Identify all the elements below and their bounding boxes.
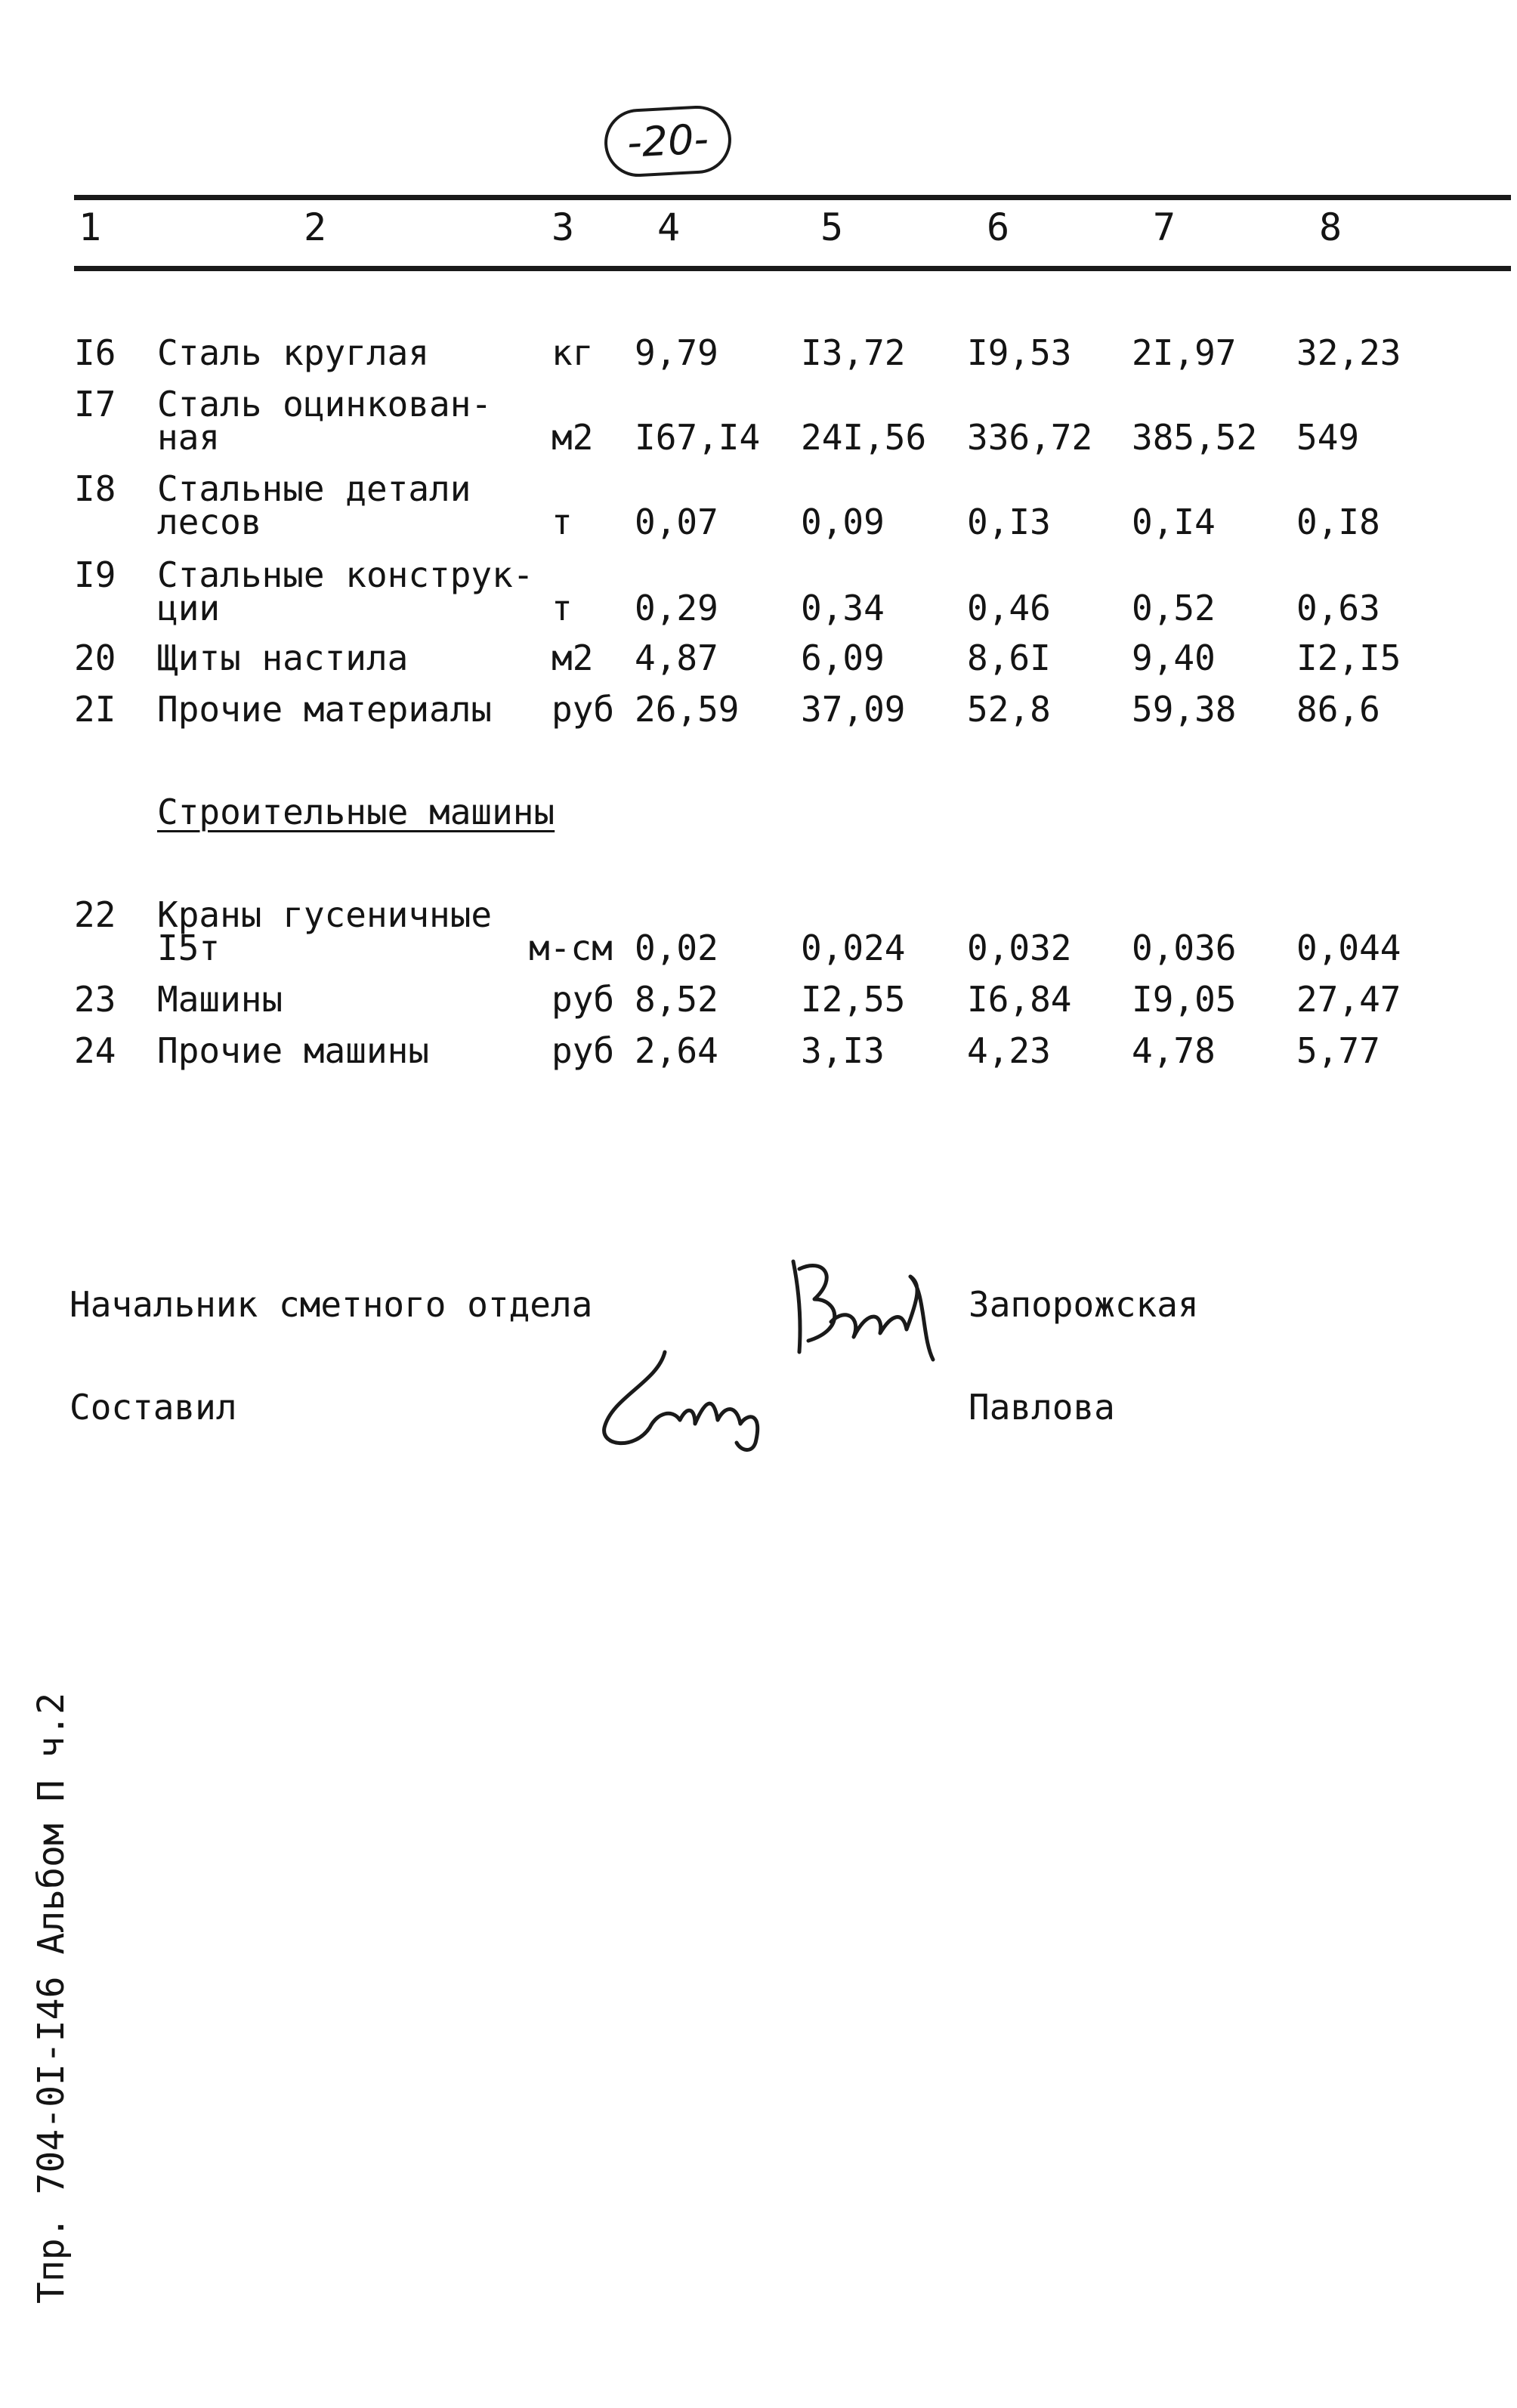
value-col4: 2,64 <box>635 1030 718 1071</box>
value-col4: 0,02 <box>635 928 718 968</box>
row-number: 20 <box>74 638 116 678</box>
value-col7: 0,I4 <box>1132 502 1216 542</box>
row-unit: т <box>551 502 573 542</box>
handwritten-signature-icon <box>582 1337 778 1458</box>
row-unit: руб <box>551 979 615 1020</box>
value-col4: 9,79 <box>635 332 718 373</box>
value-col8: 32,23 <box>1296 332 1401 373</box>
row-unit: т <box>551 588 573 628</box>
value-col4: 0,07 <box>635 502 718 542</box>
value-col8: 27,47 <box>1296 979 1401 1020</box>
row-number: I8 <box>74 468 116 509</box>
row-number: 2I <box>74 689 116 730</box>
signature-role: Составил <box>70 1387 237 1428</box>
value-col8: 86,6 <box>1296 689 1380 730</box>
column-header: 2 <box>304 205 327 249</box>
column-header: 7 <box>1153 205 1176 249</box>
value-col6: 0,I3 <box>967 502 1051 542</box>
row-unit: кг <box>551 332 594 373</box>
handwritten-signature-icon <box>778 1246 952 1367</box>
value-col7: 4,78 <box>1132 1030 1216 1071</box>
column-header: 3 <box>551 205 575 249</box>
value-col6: 0,032 <box>967 928 1072 968</box>
row-number: I9 <box>74 554 116 595</box>
column-header: 6 <box>987 205 1010 249</box>
row-unit: руб <box>551 689 615 730</box>
value-col5: 0,09 <box>801 502 885 542</box>
row-name: Прочие материалы <box>157 689 493 730</box>
value-col7: 0,036 <box>1132 928 1237 968</box>
value-col8: 0,63 <box>1296 588 1380 628</box>
value-col5: 37,09 <box>801 689 906 730</box>
row-name: Сталь оцинкован- <box>157 384 493 424</box>
signatory-name: Запорожская <box>969 1284 1199 1325</box>
value-col5: I2,55 <box>801 979 906 1020</box>
value-col5: 0,34 <box>801 588 885 628</box>
value-col4: 26,59 <box>635 689 740 730</box>
value-col4: I67,I4 <box>635 417 761 458</box>
value-col6: 52,8 <box>967 689 1051 730</box>
side-note: Тпр. 704-0I-I46 Альбом П ч.2 <box>30 1692 73 2304</box>
value-col6: 8,6I <box>967 638 1051 678</box>
signature-role: Начальник сметного отдела <box>70 1284 593 1325</box>
header-top-rule <box>74 195 1511 200</box>
row-name: Стальные конструк- <box>157 554 534 595</box>
value-col6: I6,84 <box>967 979 1072 1020</box>
row-name: Щиты настила <box>157 638 409 678</box>
row-name: Машины <box>157 979 283 1020</box>
value-col8: I2,I5 <box>1296 638 1401 678</box>
value-col4: 4,87 <box>635 638 718 678</box>
row-name: Краны гусеничные <box>157 894 493 935</box>
value-col7: I9,05 <box>1132 979 1237 1020</box>
value-col7: 0,52 <box>1132 588 1216 628</box>
row-name: Прочие машины <box>157 1030 430 1071</box>
header-bottom-rule <box>74 266 1511 271</box>
value-col7: 9,40 <box>1132 638 1216 678</box>
value-col4: 8,52 <box>635 979 718 1020</box>
value-col7: 385,52 <box>1132 417 1258 458</box>
column-header: 4 <box>657 205 681 249</box>
row-number: I6 <box>74 332 116 373</box>
row-name: Сталь круглая <box>157 332 430 373</box>
row-name-continued: I5т <box>157 928 221 968</box>
value-col6: 336,72 <box>967 417 1093 458</box>
value-col8: 549 <box>1296 417 1360 458</box>
value-col5: 24I,56 <box>801 417 927 458</box>
value-col4: 0,29 <box>635 588 718 628</box>
row-number: 23 <box>74 979 116 1020</box>
value-col8: 0,I8 <box>1296 502 1380 542</box>
signatory-name: Павлова <box>969 1387 1115 1428</box>
section-title: Строительные машины <box>157 792 555 832</box>
row-number: I7 <box>74 384 116 424</box>
column-header: 8 <box>1319 205 1342 249</box>
row-name-continued: ная <box>157 417 221 458</box>
value-col8: 0,044 <box>1296 928 1401 968</box>
value-col6: I9,53 <box>967 332 1072 373</box>
value-col8: 5,77 <box>1296 1030 1380 1071</box>
value-col7: 2I,97 <box>1132 332 1237 373</box>
value-col7: 59,38 <box>1132 689 1237 730</box>
value-col5: 0,024 <box>801 928 906 968</box>
row-number: 22 <box>74 894 116 935</box>
row-name-continued: ции <box>157 588 221 628</box>
row-unit: м2 <box>551 417 594 458</box>
row-unit: м-см <box>529 928 613 968</box>
value-col6: 4,23 <box>967 1030 1051 1071</box>
row-name: Стальные детали <box>157 468 471 509</box>
page-number: -20- <box>603 104 733 179</box>
column-header: 1 <box>79 205 102 249</box>
row-unit: м2 <box>551 638 594 678</box>
row-name-continued: лесов <box>157 502 262 542</box>
value-col6: 0,46 <box>967 588 1051 628</box>
value-col5: 3,I3 <box>801 1030 885 1071</box>
value-col5: I3,72 <box>801 332 906 373</box>
column-header: 5 <box>820 205 844 249</box>
value-col5: 6,09 <box>801 638 885 678</box>
row-number: 24 <box>74 1030 116 1071</box>
row-unit: руб <box>551 1030 615 1071</box>
